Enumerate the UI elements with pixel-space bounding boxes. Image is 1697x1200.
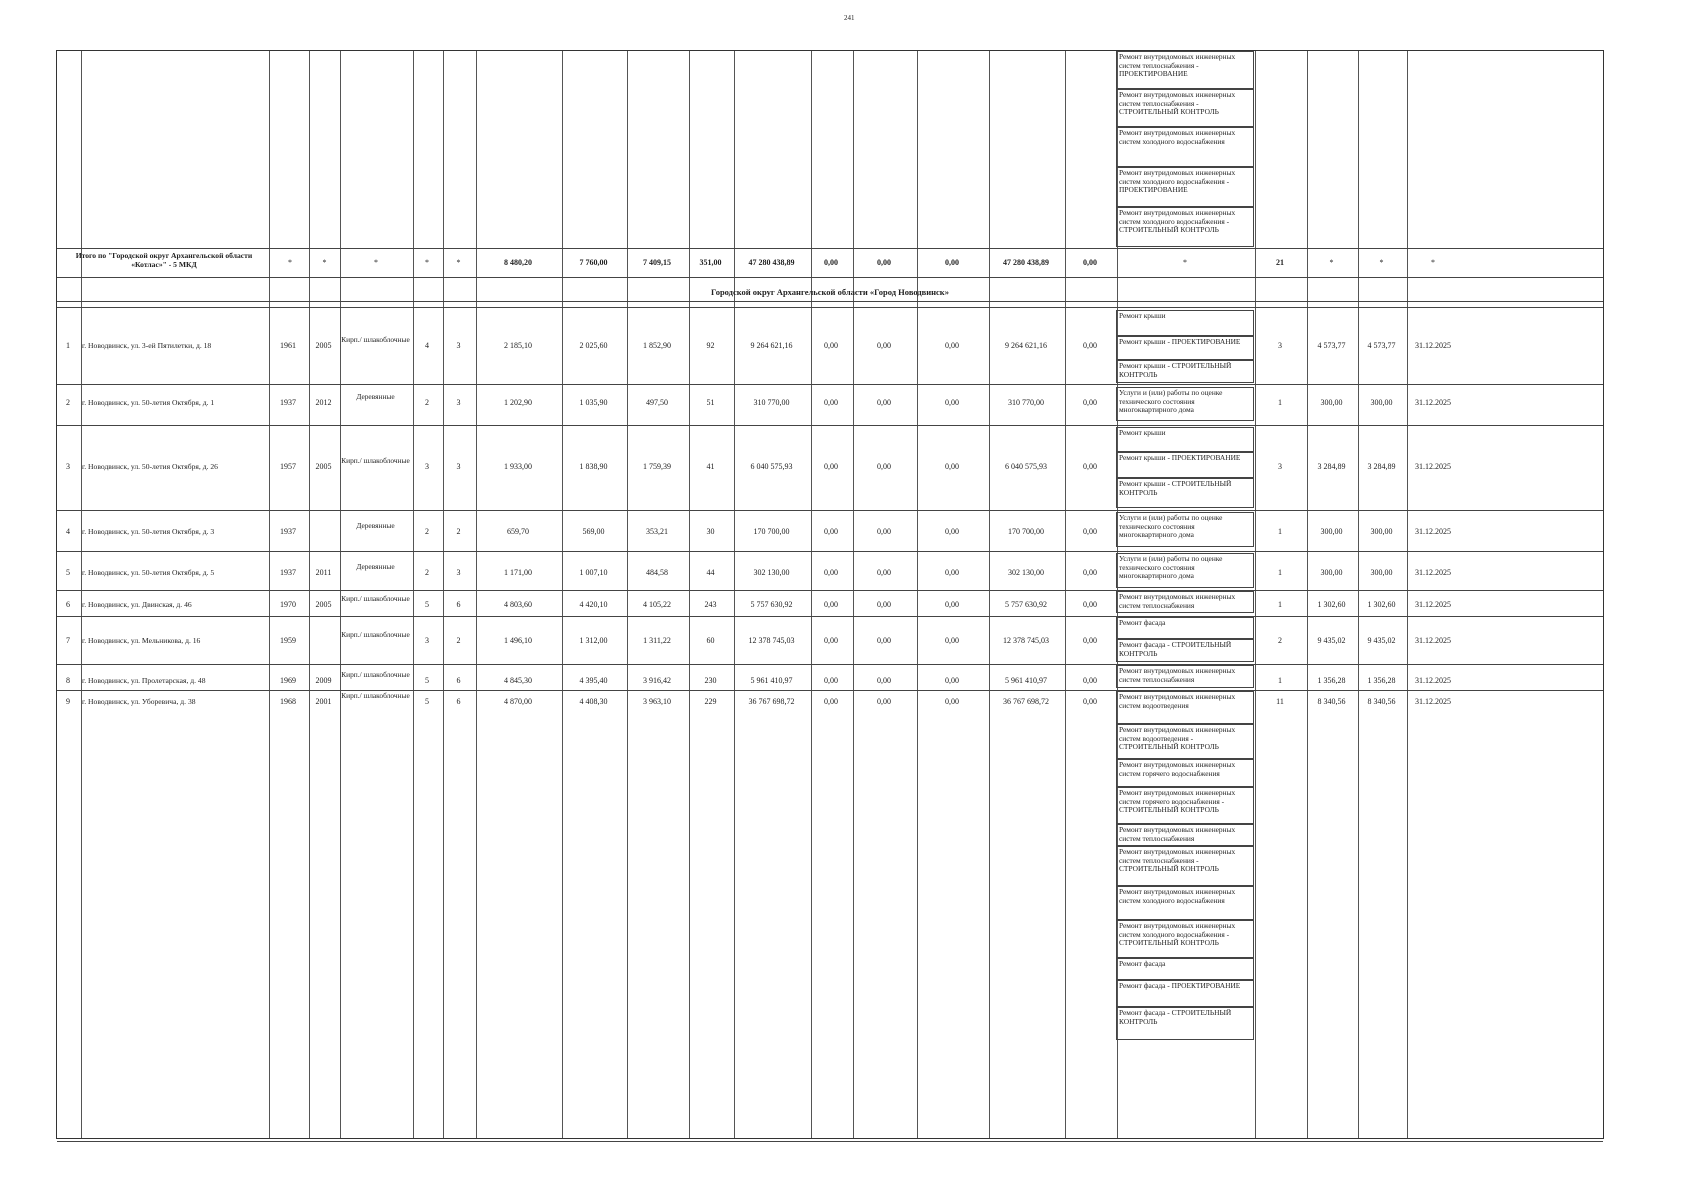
owners-cell: 12 378 745,03 [1003, 636, 1049, 645]
cost-cell: 6 040 575,93 [750, 462, 793, 471]
z1-cell: 0,00 [824, 636, 838, 645]
z3-cell: 0,00 [945, 676, 959, 685]
work-item: Ремонт внутридомовых инженерных систем горячего водоснабжения [1119, 761, 1236, 778]
cnt-cell: 1 [1278, 568, 1282, 577]
a2-cell: 4 395,40 [579, 676, 608, 685]
cost-cell: 302 130,00 [753, 568, 790, 577]
material-cell: Кирп./ шлакоблочные [341, 456, 410, 465]
cnt-cell: 1 [1278, 676, 1282, 685]
address-cell: г. Новодвинск, ул. 50-летия Октября, д. 3 [82, 527, 215, 536]
z2-cell: 0,00 [877, 697, 891, 706]
work-item: Ремонт крыши - ПРОЕКТИРОВАНИЕ [1119, 454, 1241, 462]
cnt-cell: 11 [1276, 697, 1284, 706]
z3-cell: 0,00 [945, 600, 959, 609]
work-item: Ремонт внутридомовых инженерных систем холодного водоснабжения [1119, 129, 1236, 146]
work-item: Ремонт фасада [1119, 619, 1166, 627]
entr-cell: 3 [456, 462, 461, 471]
u2-cell: 300,00 [1370, 527, 1393, 536]
date-cell: 31.12.2025 [1415, 636, 1451, 645]
total-cost: 47 280 438,89 [748, 258, 795, 267]
year_rep-cell: 2001 [315, 697, 332, 706]
z3-cell: 0,00 [945, 341, 959, 350]
total-date: * [1431, 258, 1435, 267]
total-area-living: 7 760,00 [579, 258, 608, 267]
material-cell: Кирп./ шлакоблочные [341, 691, 410, 700]
z2-cell: 0,00 [877, 341, 891, 350]
total-residents: 351,00 [699, 258, 722, 267]
address-cell: г. Новодвинск, ул. Двинская, д. 46 [82, 600, 192, 609]
year-cell: 1961 [280, 341, 296, 350]
year-cell: 1968 [280, 697, 296, 706]
floors-cell: 5 [425, 600, 429, 609]
year-cell: 1969 [280, 676, 296, 685]
a1-cell: 4 870,00 [504, 697, 532, 706]
row-separator [57, 307, 1603, 308]
year_rep-cell: 2011 [315, 568, 332, 577]
u1-cell: 9 435,02 [1317, 636, 1346, 645]
work-item: Ремонт внутридомовых инженерных систем холодного водоснабжения [1119, 888, 1236, 905]
row-separator [57, 664, 1603, 665]
res-cell: 92 [706, 341, 715, 350]
z2-cell: 0,00 [877, 600, 891, 609]
z1-cell: 0,00 [824, 398, 838, 407]
z2-cell: 0,00 [877, 462, 891, 471]
address-cell: г. Новодвинск, ул. 50-летия Октября, д. 5 [82, 568, 215, 577]
u1-cell: 1 302,60 [1317, 600, 1346, 609]
address-cell: г. Новодвинск, ул. 50-летия Октября, д. 1 [82, 398, 215, 407]
address-cell: г. Новодвинск, ул. Мельникова, д. 16 [82, 636, 201, 645]
floors-cell: 3 [425, 462, 429, 471]
address-cell: г. Новодвинск, ул. 3-ей Пятилетки, д. 18 [82, 341, 212, 350]
work-item: Ремонт внутридомовых инженерных систем холодного водоснабжения - СТРОИТЕЛЬНЫЙ КОНТРОЛЬ [1119, 922, 1236, 948]
total-other: 0,00 [1083, 258, 1097, 267]
row-separator [57, 690, 1603, 691]
material-cell: Деревянные [356, 392, 395, 401]
z1-cell: 0,00 [824, 600, 838, 609]
total-c1: * [288, 258, 292, 267]
cost-cell: 5 961 410,97 [750, 676, 793, 685]
year_rep-cell: 2009 [315, 676, 332, 685]
a1-cell: 4 845,30 [504, 676, 532, 685]
u1-cell: 300,00 [1320, 527, 1343, 536]
year-cell: 1937 [280, 527, 296, 536]
total-budget-region: 0,00 [877, 258, 891, 267]
res-cell: 60 [706, 636, 715, 645]
work-item: Ремонт фасада [1119, 960, 1166, 968]
cnt-cell: 1 [1278, 600, 1282, 609]
a1-cell: 1 933,00 [504, 462, 532, 471]
work-item: Ремонт внутридомовых инженерных систем холодного водоснабжения - СТРОИТЕЛЬНЫЙ КОНТРОЛЬ [1119, 209, 1236, 235]
page-number: 241 [844, 14, 855, 22]
work-item: Ремонт внутридомовых инженерных систем теплоснабжения [1119, 667, 1236, 684]
z3-cell: 0,00 [945, 697, 959, 706]
cnt-cell: 2 [1278, 636, 1282, 645]
material-cell: Кирп./ шлакоблочные [341, 630, 410, 639]
year_rep-cell: 2005 [315, 341, 332, 350]
cost-cell: 12 378 745,03 [748, 636, 795, 645]
year-cell: 1937 [280, 398, 296, 407]
work-item: Ремонт фасада - СТРОИТЕЛЬНЫЙ КОНТРОЛЬ [1119, 1009, 1232, 1026]
owners-cell: 302 130,00 [1008, 568, 1044, 577]
n-cell: 5 [66, 568, 70, 577]
total-u2: * [1379, 258, 1384, 267]
work-item: Ремонт фасада - ПРОЕКТИРОВАНИЕ [1119, 982, 1241, 990]
u1-cell: 4 573,77 [1317, 341, 1346, 350]
res-cell: 243 [704, 600, 717, 609]
total-c2: * [322, 258, 327, 267]
z3-cell: 0,00 [945, 398, 959, 407]
work-item: Ремонт внутридомовых инженерных систем холодного водоснабжения - ПРОЕКТИРОВАНИЕ [1119, 169, 1236, 195]
row-separator [57, 551, 1603, 552]
cnt-cell: 1 [1278, 398, 1282, 407]
owners-cell: 5 757 630,92 [1005, 600, 1047, 609]
owners-cell: 170 700,00 [1008, 527, 1044, 536]
a2-cell: 1 312,00 [579, 636, 608, 645]
floors-cell: 2 [425, 568, 429, 577]
res-cell: 51 [706, 398, 715, 407]
a1-cell: 2 185,10 [504, 341, 532, 350]
z4-cell: 0,00 [1083, 697, 1097, 706]
z2-cell: 0,00 [877, 527, 891, 536]
date-cell: 31.12.2025 [1415, 341, 1451, 350]
cost-cell: 36 767 698,72 [748, 697, 795, 706]
work-item: Ремонт внутридомовых инженерных систем горячего водоснабжения - СТРОИТЕЛЬНЫЙ КОНТРОЛЬ [1119, 789, 1236, 815]
total-label: Итого по "Городской округ Архангельской области «Котлас»" - 5 МКД [75, 251, 253, 269]
z4-cell: 0,00 [1083, 462, 1097, 471]
a3-cell: 1 759,39 [643, 462, 671, 471]
work-item: Ремонт крыши - СТРОИТЕЛЬНЫЙ КОНТРОЛЬ [1119, 480, 1232, 497]
owners-cell: 6 040 575,93 [1005, 462, 1047, 471]
a2-cell: 1 838,90 [579, 462, 608, 471]
z2-cell: 0,00 [877, 568, 891, 577]
entr-cell: 6 [456, 600, 461, 609]
u2-cell: 300,00 [1370, 568, 1393, 577]
a2-cell: 4 420,10 [579, 600, 608, 609]
date-cell: 31.12.2025 [1415, 600, 1451, 609]
total-c3: * [374, 258, 378, 267]
z4-cell: 0,00 [1083, 568, 1097, 577]
address-cell: г. Новодвинск, ул. Уборевича, д. 38 [82, 697, 196, 706]
u1-cell: 8 340,56 [1317, 697, 1346, 706]
cnt-cell: 3 [1278, 341, 1282, 350]
res-cell: 30 [706, 527, 715, 536]
total-c5: * [456, 258, 461, 267]
z1-cell: 0,00 [824, 676, 838, 685]
n-cell: 1 [66, 341, 70, 350]
floors-cell: 3 [425, 636, 429, 645]
work-item: Ремонт внутридомовых инженерных систем водоотведения [1119, 693, 1236, 710]
total-area: 8 480,20 [504, 258, 532, 267]
n-cell: 9 [66, 697, 70, 706]
a2-cell: 2 025,60 [579, 341, 608, 350]
work-item: Ремонт внутридомовых инженерных систем теплоснабжения [1119, 593, 1236, 610]
res-cell: 229 [704, 697, 717, 706]
u2-cell: 3 284,89 [1367, 462, 1396, 471]
z1-cell: 0,00 [824, 697, 838, 706]
u2-cell: 4 573,77 [1367, 341, 1396, 350]
cost-cell: 5 757 630,92 [750, 600, 793, 609]
entr-cell: 2 [456, 636, 461, 645]
material-cell: Деревянные [356, 562, 395, 571]
date-cell: 31.12.2025 [1415, 697, 1451, 706]
z2-cell: 0,00 [877, 636, 891, 645]
z3-cell: 0,00 [945, 568, 959, 577]
cost-cell: 170 700,00 [753, 527, 790, 536]
a2-cell: 1 007,10 [579, 568, 608, 577]
work-item: Ремонт внутридомовых инженерных систем теплоснабжения - СТРОИТЕЛЬНЫЙ КОНТРОЛЬ [1119, 848, 1236, 874]
capital-repair-table [56, 50, 1604, 1139]
a3-cell: 484,58 [646, 568, 668, 577]
a2-cell: 569,00 [582, 527, 605, 536]
date-cell: 31.12.2025 [1415, 527, 1451, 536]
floors-cell: 2 [425, 527, 429, 536]
a3-cell: 353,21 [646, 527, 668, 536]
n-cell: 2 [66, 398, 70, 407]
u2-cell: 1 356,28 [1367, 676, 1396, 685]
work-item: Ремонт крыши - ПРОЕКТИРОВАНИЕ [1119, 338, 1241, 346]
z3-cell: 0,00 [945, 636, 959, 645]
row-separator [57, 590, 1603, 591]
material-cell: Кирп./ шлакоблочные [341, 335, 410, 344]
year-cell: 1957 [280, 462, 296, 471]
row-separator [57, 384, 1603, 385]
z2-cell: 0,00 [877, 398, 891, 407]
date-cell: 31.12.2025 [1415, 398, 1451, 407]
total-u1: * [1329, 258, 1334, 267]
a1-cell: 4 803,60 [504, 600, 532, 609]
n-cell: 6 [66, 600, 70, 609]
u1-cell: 1 356,28 [1317, 676, 1346, 685]
z4-cell: 0,00 [1083, 527, 1097, 536]
a3-cell: 4 105,22 [643, 600, 671, 609]
u2-cell: 9 435,02 [1367, 636, 1396, 645]
work-item: Ремонт крыши [1119, 429, 1166, 437]
a1-cell: 1 171,00 [504, 568, 532, 577]
z4-cell: 0,00 [1083, 600, 1097, 609]
z4-cell: 0,00 [1083, 341, 1097, 350]
year_rep-cell: 2005 [315, 600, 332, 609]
year-cell: 1970 [280, 600, 296, 609]
row-separator [57, 616, 1603, 617]
total-area-owned: 7 409,15 [643, 258, 671, 267]
a1-cell: 659,70 [507, 527, 529, 536]
n-cell: 8 [66, 676, 70, 685]
a1-cell: 1 202,90 [504, 398, 532, 407]
a1-cell: 1 496,10 [504, 636, 532, 645]
a3-cell: 3 916,42 [643, 676, 671, 685]
work-item: Ремонт крыши [1119, 312, 1166, 320]
year-cell: 1959 [280, 636, 296, 645]
row-separator [57, 1141, 1603, 1142]
total-c4: * [425, 258, 429, 267]
res-cell: 230 [704, 676, 717, 685]
res-cell: 41 [706, 462, 715, 471]
a3-cell: 497,50 [646, 398, 668, 407]
n-cell: 3 [66, 462, 70, 471]
cost-cell: 310 770,00 [753, 398, 790, 407]
total-count: 21 [1276, 258, 1284, 267]
z1-cell: 0,00 [824, 527, 838, 536]
z4-cell: 0,00 [1083, 636, 1097, 645]
z4-cell: 0,00 [1083, 398, 1097, 407]
address-cell: г. Новодвинск, ул. Пролетарская, д. 48 [82, 676, 206, 685]
a3-cell: 1 852,90 [643, 341, 671, 350]
u1-cell: 300,00 [1320, 398, 1343, 407]
n-cell: 7 [66, 636, 70, 645]
owners-cell: 36 767 698,72 [1003, 697, 1049, 706]
work-item: Услуги и (или) работы по оценке технического состояния многоквартирного дома [1119, 389, 1223, 415]
work-item: Ремонт крыши - СТРОИТЕЛЬНЫЙ КОНТРОЛЬ [1119, 362, 1232, 379]
cost-cell: 9 264 621,16 [750, 341, 793, 350]
work-item: Ремонт внутридомовых инженерных систем теплоснабжения [1119, 826, 1236, 843]
row-separator [57, 510, 1603, 511]
cnt-cell: 3 [1278, 462, 1282, 471]
date-cell: 31.12.2025 [1415, 568, 1451, 577]
date-cell: 31.12.2025 [1415, 462, 1451, 471]
u1-cell: 3 284,89 [1317, 462, 1346, 471]
z3-cell: 0,00 [945, 527, 959, 536]
floors-cell: 5 [425, 697, 429, 706]
z2-cell: 0,00 [877, 676, 891, 685]
material-cell: Кирп./ шлакоблочные [341, 594, 410, 603]
n-cell: 4 [66, 527, 70, 536]
work-item: Ремонт внутридомовых инженерных систем водоотведения - СТРОИТЕЛЬНЫЙ КОНТРОЛЬ [1119, 726, 1236, 752]
address-cell: г. Новодвинск, ул. 50-летия Октября, д. 26 [82, 462, 218, 471]
total-budget-local: 0,00 [945, 258, 959, 267]
year_rep-cell: 2012 [315, 398, 332, 407]
total-work: * [1183, 258, 1187, 267]
u2-cell: 1 302,60 [1367, 600, 1396, 609]
floors-cell: 5 [425, 676, 429, 685]
work-item: Услуги и (или) работы по оценке технического состояния многоквартирного дома [1119, 555, 1223, 581]
res-cell: 44 [706, 568, 715, 577]
work-item: Ремонт внутридомовых инженерных систем теплоснабжения - СТРОИТЕЛЬНЫЙ КОНТРОЛЬ [1119, 91, 1236, 117]
z3-cell: 0,00 [945, 462, 959, 471]
owners-cell: 5 961 410,97 [1005, 676, 1047, 685]
entr-cell: 6 [456, 697, 461, 706]
year_rep-cell: 2005 [315, 462, 332, 471]
total-fund: 0,00 [824, 258, 838, 267]
cnt-cell: 1 [1278, 527, 1282, 536]
owners-cell: 9 264 621,16 [1005, 341, 1047, 350]
work-item: Ремонт внутридомовых инженерных систем теплоснабжения - ПРОЕКТИРОВАНИЕ [1119, 53, 1236, 79]
material-cell: Деревянные [356, 521, 395, 530]
z4-cell: 0,00 [1083, 676, 1097, 685]
section-title: Городской округ Архангельской области «Город Новодвинск» [711, 287, 949, 297]
material-cell: Кирп./ шлакоблочные [341, 670, 410, 679]
z1-cell: 0,00 [824, 341, 838, 350]
u1-cell: 300,00 [1320, 568, 1343, 577]
entr-cell: 3 [456, 341, 461, 350]
u2-cell: 8 340,56 [1367, 697, 1396, 706]
total-owners: 47 280 438,89 [1003, 258, 1049, 267]
entr-cell: 6 [456, 676, 461, 685]
entr-cell: 2 [456, 527, 461, 536]
u2-cell: 300,00 [1370, 398, 1393, 407]
work-item: Услуги и (или) работы по оценке технического состояния многоквартирного дома [1119, 514, 1223, 540]
work-item: Ремонт фасада - СТРОИТЕЛЬНЫЙ КОНТРОЛЬ [1119, 641, 1232, 658]
owners-cell: 310 770,00 [1008, 398, 1044, 407]
a2-cell: 4 408,30 [579, 697, 608, 706]
a3-cell: 1 311,22 [643, 636, 671, 645]
floors-cell: 4 [425, 341, 429, 350]
entr-cell: 3 [456, 568, 461, 577]
a2-cell: 1 035,90 [579, 398, 608, 407]
entr-cell: 3 [456, 398, 461, 407]
date-cell: 31.12.2025 [1415, 676, 1451, 685]
z1-cell: 0,00 [824, 462, 838, 471]
floors-cell: 2 [425, 398, 429, 407]
a3-cell: 3 963,10 [643, 697, 671, 706]
row-separator [57, 425, 1603, 426]
year-cell: 1937 [280, 568, 296, 577]
z1-cell: 0,00 [824, 568, 838, 577]
